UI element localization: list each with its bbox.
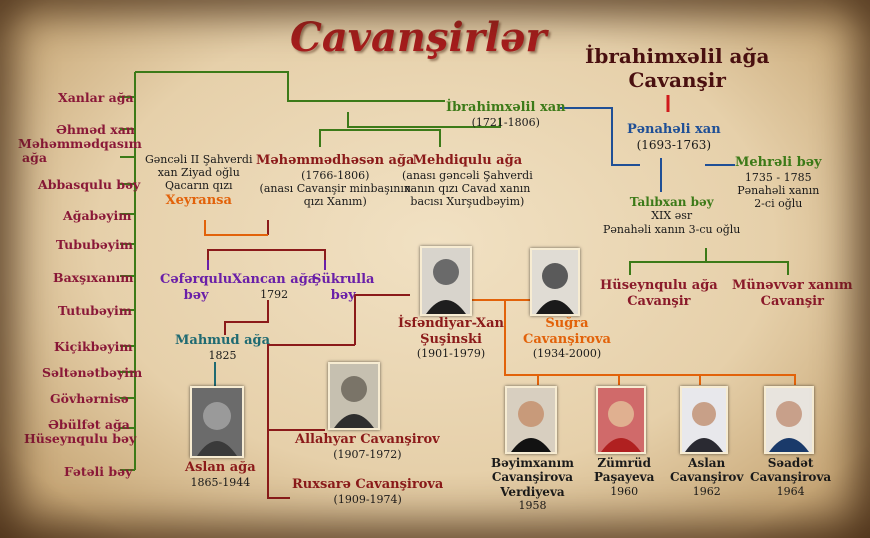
node-child-1 xyxy=(491,456,574,512)
node-years: 1962 xyxy=(692,484,721,498)
node-xeyransa xyxy=(145,153,253,208)
node-name: Zümrüd xyxy=(597,456,651,470)
portrait-image xyxy=(330,364,378,428)
node-note: Pənahəli xanın 3-cu oğlu xyxy=(603,222,741,236)
list-item: Ağabəyim xyxy=(63,208,132,223)
node-note: qızı Xanım) xyxy=(303,194,367,208)
node-name: Cavanşirov xyxy=(670,470,744,485)
header-line-1: İbrahimxəlil ağa xyxy=(585,44,770,68)
node-child-2 xyxy=(594,456,654,498)
list-item: Səltənətbəyim xyxy=(42,365,143,380)
node-ibrahimxelil-xan xyxy=(446,100,566,129)
node-note: Gəncəli II Şahverdi xyxy=(145,153,253,166)
list-item: Fətəli bəy xyxy=(64,464,133,479)
node-years: (1909-1974) xyxy=(333,492,402,506)
node-name: Aslan xyxy=(688,456,726,470)
node-ruxsare xyxy=(292,477,443,506)
list-item: Kiçikbəyim xyxy=(54,339,133,354)
portrait-image xyxy=(682,388,726,452)
node-years: (1693-1763) xyxy=(636,137,712,152)
node-ceferqulu-bey xyxy=(160,272,232,303)
node-note: bacısı Xurşudbəyim) xyxy=(410,194,525,208)
node-name: Səadət xyxy=(767,456,814,470)
node-name: Mahmud ağa xyxy=(175,333,271,348)
node-name: Pənahəli xan xyxy=(627,122,721,137)
node-name: Suğra xyxy=(545,316,589,331)
node-note: (anası Cavanşir minbaşının xyxy=(259,181,411,195)
node-name: Verdiyeva xyxy=(500,484,565,499)
node-child-3 xyxy=(670,456,743,498)
node-mahmud-aga xyxy=(175,333,270,362)
portrait-image xyxy=(532,250,578,314)
node-years: (1721-1806) xyxy=(471,115,540,129)
node-years: (1934-2000) xyxy=(532,347,602,361)
node-isfendiyar xyxy=(398,316,504,360)
portrait-aslan-aga xyxy=(190,386,244,458)
node-years: (1901-1979) xyxy=(416,347,486,361)
page-title: Cavanşirlər xyxy=(290,14,547,61)
node-note: Pənahəli xanın xyxy=(737,183,820,197)
list-item: Baxşıxanım xyxy=(53,270,134,285)
node-name: Talıbxan bəy xyxy=(629,195,714,209)
node-name: Şükrulla xyxy=(312,272,375,287)
portrait-image xyxy=(192,388,242,456)
node-talibxan-bey xyxy=(603,195,740,236)
portrait-image xyxy=(766,388,812,452)
node-note: XIX əsr xyxy=(651,209,693,223)
node-huseynqulu-aga xyxy=(600,278,718,309)
node-name: Aslan ağa xyxy=(185,460,256,475)
node-years: 1964 xyxy=(776,484,805,498)
list-item: Hüseynqulu bəy xyxy=(24,431,137,446)
node-note: Qacarın qızı xyxy=(164,179,233,193)
node-years: 1792 xyxy=(260,287,289,301)
portrait-isfendiyar xyxy=(420,246,472,316)
list-item: Tutubəyim xyxy=(58,303,133,318)
node-note: xanın qızı Cavad xanın xyxy=(404,181,531,195)
portrait-child-4 xyxy=(764,386,814,454)
node-name: Paşayeva xyxy=(594,470,655,485)
node-years: 1865-1944 xyxy=(190,475,251,489)
node-mehreli-bey xyxy=(735,155,822,210)
header-line-2: Cavanşir xyxy=(628,68,726,92)
portrait-sugra xyxy=(530,248,580,316)
node-name: Mehdiqulu ağa xyxy=(412,153,523,168)
list-item: Əbülfət ağa xyxy=(48,417,130,432)
node-child-4 xyxy=(750,456,831,498)
portrait-child-1 xyxy=(505,386,557,454)
node-name: Cavanşir xyxy=(760,293,824,309)
list-item: Məhəmmədqasım xyxy=(18,136,142,151)
list-item: Xanlar ağa xyxy=(58,90,134,105)
list-item: Əhməd xan xyxy=(56,122,135,137)
node-name: Cavanşir xyxy=(627,293,691,309)
node-penaheli-xan xyxy=(627,122,721,152)
portrait-allahyar xyxy=(328,362,380,430)
node-name: Cavanşirova xyxy=(750,470,832,485)
node-name: Məhəmmədhəsən ağa xyxy=(256,153,415,168)
node-name: Cavanşirova xyxy=(491,470,574,485)
portrait-child-3 xyxy=(680,386,728,454)
node-mehdiqulu-aga xyxy=(402,153,533,208)
node-sugra xyxy=(523,316,611,360)
list-item: Tububəyim xyxy=(56,237,134,252)
node-years: 1735 - 1785 xyxy=(744,170,812,184)
node-munevver-xanim xyxy=(732,278,853,309)
node-name: Münəvvər xanım xyxy=(732,278,853,293)
node-note: 2-ci oğlu xyxy=(754,196,803,210)
node-name: Xeyransa xyxy=(165,192,232,208)
node-mehemmedhesen-aga xyxy=(256,153,414,208)
portrait-child-2 xyxy=(596,386,646,454)
node-name: Hüseynqulu ağa xyxy=(600,278,718,293)
list-item: ağa xyxy=(22,150,47,165)
node-xancan-aga xyxy=(232,272,316,301)
portrait-image xyxy=(422,248,470,314)
node-name: Cavanşirova xyxy=(523,331,611,347)
node-name: Cəfərqulu xyxy=(160,272,233,287)
node-sukrulla-bey xyxy=(312,272,374,303)
node-years: (1766-1806) xyxy=(301,168,370,182)
node-name: Allahyar Cavanşirov xyxy=(295,432,440,447)
node-allahyar xyxy=(295,432,440,461)
node-years: 1960 xyxy=(610,484,639,498)
node-note: (anası gəncəli Şahverdi xyxy=(402,168,533,182)
node-name: Bəyimxanım xyxy=(491,456,574,470)
node-years: 1825 xyxy=(208,348,237,362)
list-item: Gövhərnisə xyxy=(50,391,129,406)
node-name: bəy xyxy=(330,287,356,303)
node-note: xan Ziyad oğlu xyxy=(157,166,240,180)
node-name: Şuşinski xyxy=(420,331,482,347)
header-name xyxy=(585,44,769,92)
node-name: Mehrəli bəy xyxy=(735,155,822,170)
node-name: İsfəndiyar-Xan xyxy=(398,316,504,331)
node-years: 1958 xyxy=(518,499,547,513)
node-name: İbrahimxəlil xan xyxy=(446,100,566,115)
list-item: Abbasqulu bəy xyxy=(38,177,141,192)
portrait-image xyxy=(507,388,555,452)
node-name: Xancan ağa xyxy=(232,272,317,287)
portrait-image xyxy=(598,388,644,452)
node-years: (1907-1972) xyxy=(333,447,402,461)
node-name: bəy xyxy=(183,287,209,303)
node-aslan-aga xyxy=(185,460,256,489)
node-name: Ruxsarə Cavanşirova xyxy=(292,477,444,492)
